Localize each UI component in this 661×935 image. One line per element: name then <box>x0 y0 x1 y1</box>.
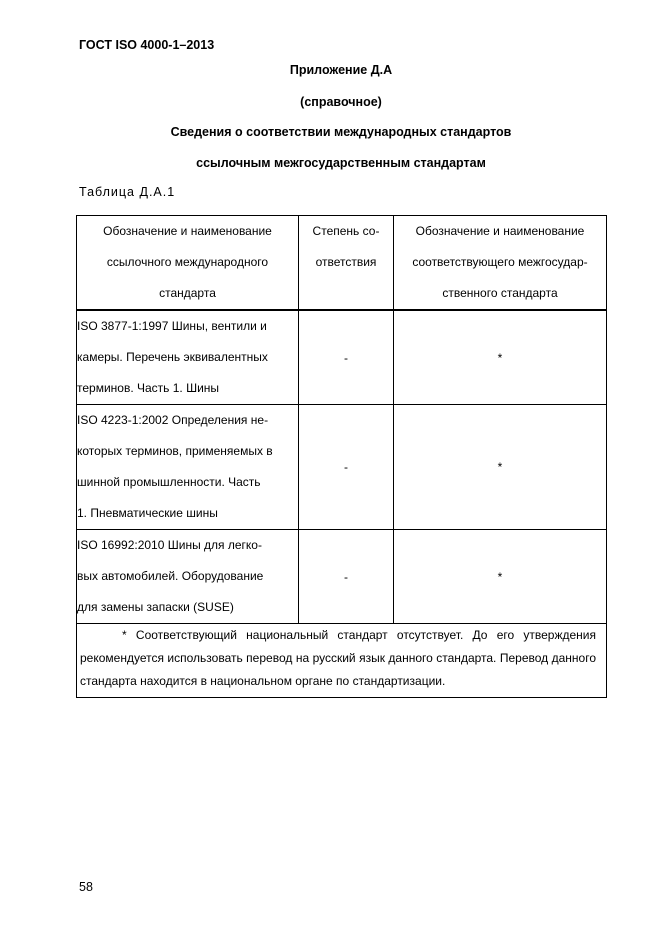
designation-line: камеры. Перечень эквивалентных <box>77 350 268 364</box>
table-footnote <box>77 624 607 698</box>
header-line: соответствующего межгосудар- <box>412 255 588 269</box>
table-row <box>77 310 607 405</box>
header-line: стандарта <box>159 286 216 300</box>
header-national-standard <box>394 216 607 311</box>
cell-degree: - <box>299 310 394 405</box>
designation-line: 1. Пневматические шины <box>77 506 218 520</box>
designation-line: ISO 4223-1:2002 Определения не- <box>77 413 269 427</box>
header-line: ственного стандарта <box>442 286 558 300</box>
cell-national-standard: * <box>394 310 607 405</box>
table-header-row <box>77 216 607 311</box>
designation-line: вых автомобилей. Оборудование <box>77 569 264 583</box>
correspondence-table <box>76 215 607 698</box>
appendix-heading-line-1: Сведения о соответствии международных стандартов <box>170 125 512 139</box>
appendix-title: Приложение Д.А <box>289 63 393 77</box>
cell-degree: - <box>299 405 394 530</box>
document-code: ГОСТ ISO 4000-1–2013 <box>79 38 215 52</box>
cell-degree: - <box>299 530 394 624</box>
header-degree-of-correspondence <box>299 216 394 311</box>
page-number: 58 <box>79 880 93 894</box>
header-line: Обозначение и наименование <box>415 224 585 238</box>
designation-line: ISO 3877-1:1997 Шины, вентили и <box>77 319 267 333</box>
header-line: ответствия <box>315 255 377 269</box>
header-international-standard <box>77 216 299 311</box>
header-line: Степень со- <box>312 224 380 238</box>
table-row <box>77 530 607 624</box>
table-footnote-row <box>77 624 607 698</box>
cell-national-standard: * <box>394 530 607 624</box>
footnote-text: * Соответствующий национальный стандарт отсутствует. До его утверждения рекомендуется использовать перевод на русский язык данного стандарта. Перевод данного стандарта находится в национальном органе по стандартизации. <box>80 628 596 688</box>
designation-line: для замены запаски (SUSE) <box>77 600 234 614</box>
designation-line: ISO 16992:2010 Шины для легко- <box>77 538 262 552</box>
cell-designation <box>77 530 299 624</box>
designation-line: шинной промышленности. Часть <box>77 475 261 489</box>
cell-designation <box>77 310 299 405</box>
table-caption: Таблица Д.А.1 <box>79 185 176 199</box>
designation-line: которых терминов, применяемых в <box>77 444 273 458</box>
appendix-status: (справочное) <box>300 95 382 109</box>
appendix-heading-line-2: ссылочным межгосударственным стандартам <box>196 156 486 170</box>
header-line: Обозначение и наименование <box>103 224 272 238</box>
cell-designation <box>77 405 299 530</box>
table-row <box>77 405 607 530</box>
designation-line: терминов. Часть 1. Шины <box>77 381 220 395</box>
cell-national-standard: * <box>394 405 607 530</box>
header-line: ссылочного международного <box>106 255 269 269</box>
